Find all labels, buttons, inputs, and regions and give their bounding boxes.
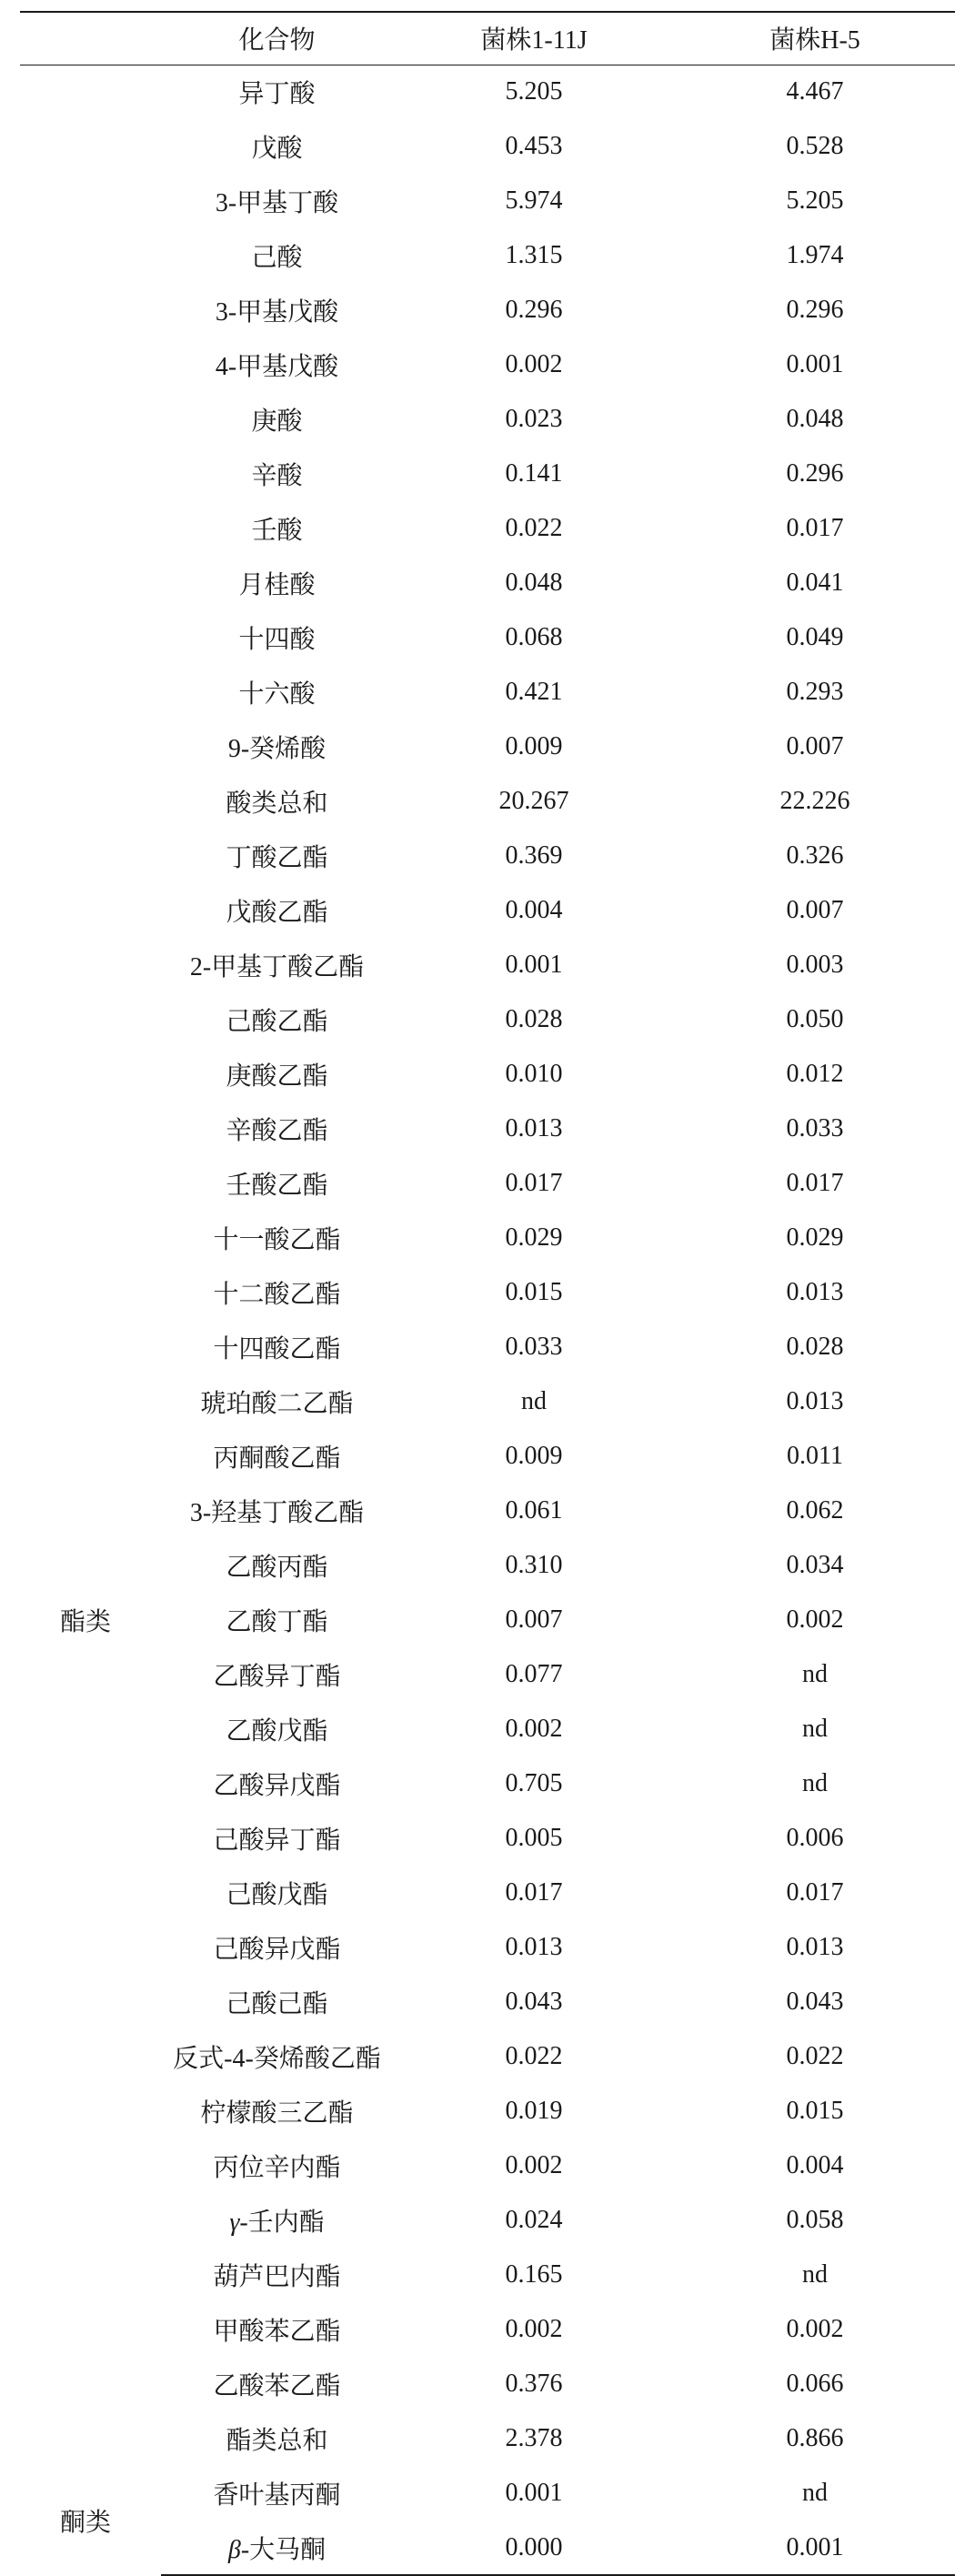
- value-strain-1-11j: 0.000: [393, 2521, 675, 2575]
- category-cell: [20, 1866, 161, 1920]
- value-strain-1-11j: 0.061: [505, 1496, 563, 1524]
- category-cell: [20, 1811, 161, 1866]
- value-strain-h-5: 0.041: [786, 569, 844, 597]
- category-cell: [20, 1265, 161, 1320]
- value-strain-h-5: 0.001: [786, 350, 844, 378]
- table-row: [20, 2521, 955, 2575]
- compound-name-cell: 壬酸乙酯: [226, 1172, 328, 1200]
- value-strain-h-5: 0.007: [786, 732, 844, 760]
- value-strain-h-5: 0.022: [786, 2042, 844, 2070]
- value-strain-h-5: 5.205: [786, 186, 844, 215]
- value-strain-h-5: 0.034: [786, 1551, 844, 1579]
- category-cell: [20, 1374, 161, 1429]
- category-cell: [20, 556, 161, 610]
- value-strain-h-5: 0.049: [786, 623, 844, 651]
- category-cell: [20, 992, 161, 1047]
- category-cell: [20, 337, 161, 392]
- value-strain-1-11j: 5.205: [505, 77, 563, 106]
- value-strain-h-5: 0.001: [675, 2521, 955, 2575]
- value-strain-1-11j: 0.019: [505, 2097, 563, 2125]
- value-strain-h-5: 0.011: [787, 1442, 843, 1470]
- value-strain-1-11j: 0.022: [505, 2042, 563, 2070]
- category-cell: [20, 2248, 161, 2302]
- value-strain-1-11j: 20.267: [498, 787, 569, 815]
- category-cell: [20, 1538, 161, 1593]
- value-strain-1-11j: 0.043: [505, 1987, 563, 2016]
- value-strain-1-11j: 0.077: [505, 1660, 563, 1688]
- compound-name-cell: 2-甲基丁酸乙酯: [189, 953, 365, 981]
- table-row: [20, 2138, 955, 2193]
- table-row: [20, 1756, 955, 1811]
- category-cell: [20, 228, 161, 283]
- value-strain-h-5: 0.013: [786, 1278, 844, 1306]
- value-strain-h-5: 0.296: [786, 296, 844, 324]
- value-strain-1-11j: 0.421: [505, 678, 563, 706]
- table-row: [20, 1374, 955, 1429]
- compound-name-cell: 丙位辛内酯: [213, 2154, 341, 2182]
- compound-name-cell: 己酸异戊酯: [213, 1936, 341, 1964]
- value-strain-h-5: nd: [802, 2260, 828, 2289]
- value-strain-1-11j: 5.974: [505, 186, 563, 215]
- table-row: [20, 447, 955, 501]
- value-strain-1-11j: 0.002: [505, 1715, 563, 1743]
- table-row: [20, 1593, 955, 1647]
- category-cell: [20, 1647, 161, 1702]
- category-cell: [20, 1484, 161, 1538]
- value-strain-1-11j: 0.009: [505, 1442, 563, 1470]
- value-strain-h-5: nd: [802, 1769, 828, 1797]
- compound-name-cell: 乙酸丁酯: [226, 1608, 328, 1636]
- value-strain-1-11j: 0.022: [505, 514, 563, 542]
- compound-name-cell: 葫芦巴内酯: [213, 2263, 341, 2291]
- value-strain-h-5: 0.017: [786, 514, 844, 542]
- compound-name-cell: 琥珀酸二乙酯: [200, 1390, 354, 1418]
- table-row: [20, 1866, 955, 1920]
- compound-name-text: -大马酮: [240, 2535, 327, 2564]
- table-row: [20, 1156, 955, 1211]
- value-strain-1-11j: 0.141: [505, 459, 563, 488]
- value-strain-1-11j: 0.001: [505, 951, 563, 979]
- header-category: [20, 12, 161, 65]
- compound-name-cell: 十四酸乙酯: [213, 1335, 341, 1363]
- value-strain-h-5: 0.013: [786, 1933, 844, 1961]
- table-row: [20, 2411, 955, 2466]
- greek-prefix: β: [227, 2535, 241, 2564]
- table-row: [20, 337, 955, 392]
- compound-name-cell: 酸类总和: [226, 790, 328, 818]
- compound-name-cell: 乙酸丙酯: [226, 1554, 328, 1582]
- category-cell: [20, 829, 161, 883]
- value-strain-1-11j: 0.048: [505, 569, 563, 597]
- value-strain-h-5: 0.066: [786, 2370, 844, 2398]
- compound-name-cell: 庚酸乙酯: [226, 1062, 328, 1091]
- value-strain-h-5: 0.002: [786, 2315, 844, 2343]
- category-cell: [20, 719, 161, 774]
- value-strain-1-11j: 0.007: [505, 1605, 563, 1634]
- value-strain-h-5: 0.003: [786, 951, 844, 979]
- value-strain-h-5: 0.006: [786, 1824, 844, 1852]
- value-strain-h-5: 0.004: [786, 2151, 844, 2179]
- value-strain-h-5: 0.028: [786, 1333, 844, 1361]
- table-row: [20, 2357, 955, 2411]
- table-row: [20, 992, 955, 1047]
- value-strain-1-11j: 0.010: [505, 1060, 563, 1088]
- category-cell: [20, 2138, 161, 2193]
- category-cell: [20, 1320, 161, 1374]
- value-strain-h-5: 0.293: [786, 678, 844, 706]
- compound-name-cell: 反式-4-癸烯酸乙酯: [173, 2045, 381, 2073]
- table-row: [20, 938, 955, 992]
- compound-name-cell: 乙酸异戊酯: [213, 1772, 341, 1800]
- table-row: [20, 1047, 955, 1102]
- table-row: [20, 65, 955, 119]
- value-strain-1-11j: 0.033: [505, 1333, 563, 1361]
- compound-name-cell: 辛酸乙酯: [226, 1117, 328, 1145]
- value-strain-1-11j: 2.378: [505, 2424, 563, 2452]
- compound-name-cell: 酯类总和: [226, 2427, 328, 2455]
- category-cell: [20, 1702, 161, 1756]
- value-strain-1-11j: 0.004: [505, 896, 563, 924]
- header-compound: 化合物: [161, 12, 393, 65]
- value-strain-h-5: 0.528: [786, 132, 844, 160]
- category-cell: [20, 174, 161, 228]
- value-strain-1-11j: 0.376: [505, 2370, 563, 2398]
- table-row: [20, 610, 955, 665]
- table-row: [20, 2466, 955, 2521]
- category-cell: 酯类: [60, 1608, 112, 1636]
- table-row: [20, 1920, 955, 1975]
- value-strain-h-5: 0.050: [786, 1005, 844, 1033]
- table-row: [20, 1484, 955, 1538]
- compound-name-cell: 乙酸戊酯: [226, 1717, 328, 1746]
- value-strain-1-11j: 0.013: [505, 1933, 563, 1961]
- value-strain-1-11j: nd: [521, 1387, 547, 1415]
- value-strain-h-5: 0.043: [786, 1987, 844, 2016]
- table-row: [20, 2029, 955, 2084]
- compound-name-cell: 壬酸: [251, 517, 303, 545]
- category-cell: [20, 2029, 161, 2084]
- value-strain-1-11j: 0.024: [505, 2206, 563, 2234]
- compound-name-cell: 3-羟基丁酸乙酯: [189, 1499, 365, 1527]
- value-strain-1-11j: 0.023: [505, 405, 563, 433]
- compound-name-cell: 十四酸: [238, 626, 316, 654]
- value-strain-1-11j: 0.705: [505, 1769, 563, 1797]
- category-cell: [20, 2302, 161, 2357]
- value-strain-1-11j: 0.028: [505, 1005, 563, 1033]
- compound-name-cell: 柠檬酸三乙酯: [200, 2099, 354, 2128]
- value-strain-1-11j: 0.017: [505, 1878, 563, 1907]
- compound-name-cell: 己酸己酯: [226, 1990, 328, 2018]
- table-row: [20, 1102, 955, 1156]
- value-strain-1-11j: 0.013: [505, 1114, 563, 1142]
- table-row: [20, 829, 955, 883]
- compound-name-cell: 己酸异丁酯: [213, 1826, 341, 1855]
- value-strain-h-5: 0.058: [786, 2206, 844, 2234]
- value-strain-h-5: 0.017: [786, 1169, 844, 1197]
- value-strain-1-11j: 0.015: [505, 1278, 563, 1306]
- table-row: [20, 1320, 955, 1374]
- compound-name-text: -壬内酯: [239, 2209, 325, 2237]
- compound-name-cell: 十一酸乙酯: [213, 1226, 341, 1254]
- table-row: [20, 283, 955, 337]
- value-strain-h-5: nd: [802, 1660, 828, 1688]
- compound-name-cell: 3-甲基丁酸: [215, 189, 339, 217]
- table-row: [20, 2084, 955, 2138]
- category-cell: [20, 1429, 161, 1484]
- table-row: [20, 1211, 955, 1265]
- compound-name-cell: 月桂酸: [238, 571, 316, 599]
- compound-name-cell: 甲酸苯乙酯: [213, 2318, 341, 2346]
- value-strain-1-11j: 0.369: [505, 841, 563, 870]
- compound-name-cell: 辛酸: [251, 462, 303, 490]
- value-strain-1-11j: 0.002: [505, 2151, 563, 2179]
- compound-name-cell: [161, 2193, 393, 2248]
- value-strain-h-5: 0.012: [786, 1060, 844, 1088]
- table-row: [20, 665, 955, 719]
- category-cell: [20, 1975, 161, 2029]
- table-row: [20, 228, 955, 283]
- table-body: [20, 65, 955, 2575]
- value-strain-1-11j: 0.029: [505, 1223, 563, 1252]
- category-cell: [20, 65, 161, 119]
- category-cell: [20, 392, 161, 447]
- value-strain-1-11j: 0.005: [505, 1824, 563, 1852]
- greek-prefix: γ: [229, 2209, 240, 2237]
- compound-name-cell: 丙酮酸乙酯: [213, 1444, 341, 1473]
- category-cell: [20, 665, 161, 719]
- compound-name-cell: 丁酸乙酯: [226, 844, 328, 872]
- table-row: [20, 1647, 955, 1702]
- value-strain-1-11j: 0.017: [505, 1169, 563, 1197]
- value-strain-1-11j: 0.310: [505, 1551, 563, 1579]
- value-strain-h-5: 0.007: [786, 896, 844, 924]
- table-header-row: [20, 12, 955, 65]
- compound-name-cell: 4-甲基戊酸: [215, 353, 339, 381]
- value-strain-h-5: 0.013: [786, 1387, 844, 1415]
- category-cell: [20, 1920, 161, 1975]
- value-strain-1-11j: 0.068: [505, 623, 563, 651]
- category-cell: [20, 774, 161, 829]
- value-strain-h-5: 0.029: [786, 1223, 844, 1252]
- value-strain-h-5: nd: [802, 1715, 828, 1743]
- value-strain-1-11j: 0.453: [505, 132, 563, 160]
- category-cell: [20, 1102, 161, 1156]
- value-strain-1-11j: 0.165: [505, 2260, 563, 2289]
- value-strain-1-11j: 0.002: [505, 350, 563, 378]
- category-cell: [20, 2193, 161, 2248]
- compound-name-cell: 庚酸: [251, 408, 303, 436]
- category-cell: [20, 1756, 161, 1811]
- compound-name-cell: 乙酸异丁酯: [213, 1663, 341, 1691]
- header-strain-1-11j: 菌株1-11J: [393, 12, 675, 65]
- value-strain-h-5: 0.015: [786, 2097, 844, 2125]
- compound-name-cell: [161, 2521, 393, 2575]
- category-cell: [20, 447, 161, 501]
- table-row: [20, 774, 955, 829]
- value-strain-h-5: 0.062: [786, 1496, 844, 1524]
- value-strain-h-5: 4.467: [786, 77, 844, 106]
- table-row: [20, 1538, 955, 1593]
- value-strain-h-5: 0.866: [786, 2424, 844, 2452]
- value-strain-h-5: 22.226: [779, 787, 850, 815]
- table-row: [20, 719, 955, 774]
- table-row: [20, 1429, 955, 1484]
- compound-table: [20, 11, 955, 2576]
- value-strain-h-5: 0.002: [786, 1605, 844, 1634]
- category-cell: [20, 283, 161, 337]
- value-strain-h-5: 0.033: [786, 1114, 844, 1142]
- compound-name-cell: 十二酸乙酯: [213, 1281, 341, 1309]
- category-cell: [20, 1156, 161, 1211]
- category-cell: [20, 938, 161, 992]
- category-cell: [20, 883, 161, 938]
- compound-name-cell: 戊酸乙酯: [226, 899, 328, 927]
- value-strain-h-5: 0.048: [786, 405, 844, 433]
- value-strain-1-11j: 1.315: [505, 241, 563, 269]
- compound-name-cell: 乙酸苯乙酯: [213, 2372, 341, 2400]
- compound-name-cell: 己酸戊酯: [226, 1881, 328, 1909]
- category-cell: [20, 2357, 161, 2411]
- category-cell: [20, 119, 161, 174]
- compound-name-cell: 香叶基丙酮: [213, 2481, 341, 2510]
- value-strain-h-5: 0.017: [786, 1878, 844, 1907]
- table-row: [20, 1265, 955, 1320]
- header-strain-h-5: 菌株H-5: [675, 12, 955, 65]
- value-strain-1-11j: 0.009: [505, 732, 563, 760]
- table-row: [20, 119, 955, 174]
- table-row: [20, 501, 955, 556]
- compound-name-cell: 3-甲基戊酸: [215, 298, 339, 327]
- category-cell: [20, 501, 161, 556]
- compound-name-cell: 己酸乙酯: [226, 1008, 328, 1036]
- table-row: [20, 174, 955, 228]
- value-strain-1-11j: 0.002: [505, 2315, 563, 2343]
- compound-name-cell: 异丁酸: [238, 80, 316, 109]
- compound-name-cell: 9-癸烯酸: [227, 735, 327, 763]
- compound-name-cell: 戊酸: [251, 135, 303, 163]
- table-row: [20, 1975, 955, 2029]
- value-strain-1-11j: 0.296: [505, 296, 563, 324]
- category-cell: [20, 610, 161, 665]
- compound-name-cell: 十六酸: [238, 680, 316, 709]
- value-strain-h-5: 1.974: [786, 241, 844, 269]
- category-cell: [20, 1047, 161, 1102]
- category-cell-ketones: 酮类: [60, 2509, 112, 2537]
- value-strain-h-5: 0.296: [786, 459, 844, 488]
- value-strain-1-11j: 0.001: [505, 2479, 563, 2507]
- value-strain-h-5: 0.326: [786, 841, 844, 870]
- table-row: [20, 883, 955, 938]
- table-row: [20, 2248, 955, 2302]
- category-cell: [20, 2084, 161, 2138]
- compound-name-cell: 己酸: [251, 244, 303, 272]
- table-row: [20, 1811, 955, 1866]
- table-row: [20, 556, 955, 610]
- category-cell: [20, 1211, 161, 1265]
- table-row: [20, 1702, 955, 1756]
- table-row: [20, 2193, 955, 2248]
- table-row: [20, 2302, 955, 2357]
- table-row: [20, 392, 955, 447]
- value-strain-h-5: nd: [802, 2479, 828, 2507]
- category-cell: [20, 2411, 161, 2466]
